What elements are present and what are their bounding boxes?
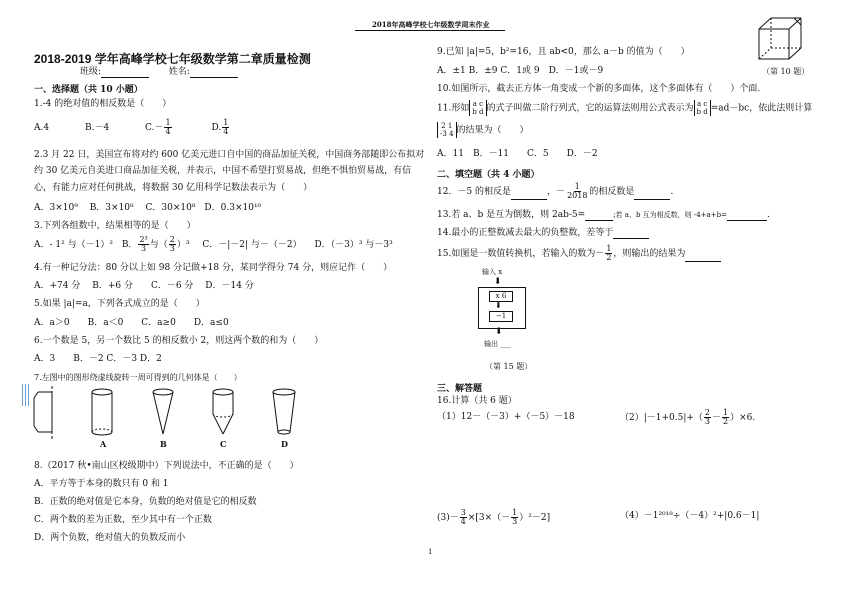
option-label-d: D [281, 439, 288, 449]
arrow-down-icon: ⬇ [494, 277, 502, 287]
question-11-line-1: 11.形如 a c b d 的式子叫做二阶行列式，它的运算法则用公式表示为 a c b d =ad－bc，依此法则计算 [437, 100, 813, 116]
question-4-options: A．+74 分 B．+6 分 C．－6 分 D．－14 分 [34, 281, 254, 291]
fraction: $\frac{3}{4}$ [460, 508, 466, 526]
margin-bar [25, 384, 26, 406]
answer-blank[interactable] [585, 211, 613, 221]
page-number: 1 [428, 548, 433, 556]
question-6-options: A．3 B．－2 C．－3 D．2 [34, 354, 162, 364]
machine-op-subtract: −1 [489, 311, 513, 322]
arrow-down-icon: ⬇ [495, 301, 502, 310]
answer-blank[interactable] [727, 211, 767, 221]
question-2-line-3: 心，有能力应对任何挑战，将数据 30 亿用科学记数法表示为（ ） [34, 183, 313, 193]
question-6-stem: 6.一个数是 5，另一个数比 5 的相反数小 2，则这两个数的和为（ ） [34, 336, 324, 346]
class-label: 班级: [80, 67, 102, 77]
figure-10-caption: （第 10 题） [762, 67, 810, 76]
question-1-options: A.4 B.－4 C.－ $\frac{1}{4}$ D. $\frac{1}{4}$ [34, 118, 229, 136]
question-16-title: 16.计算（共 6 题） [437, 396, 517, 406]
answer-blank[interactable] [685, 252, 721, 262]
question-16-part-3: (3)－ $\frac{3}{4}$ ×[3×（－ $\frac{1}{3}$ ）²－2] [437, 508, 551, 526]
question-8-stem: 8.（2017 秋•南山区校级期中）下列说法中，不正确的是（ ） [34, 461, 299, 471]
section-answer-heading: 三、解答题 [437, 384, 483, 394]
page-header: 2018年高峰学校七年级数学周末作业 [372, 20, 490, 29]
option-label-b: B [160, 439, 167, 449]
question-4-stem: 4.有一种记分法：80 分以上如 98 分记做+18 分，某同学得分 74 分，则应记作（ ） [34, 263, 393, 273]
question-16-part-2: （2）|－1+0.5|+（ $\frac{2}{3}$ － $\frac{1}{2}$ ）×6. [620, 408, 756, 426]
option-d-frustum [273, 389, 295, 434]
option-label-c: C [220, 439, 227, 449]
margin-bar [22, 384, 23, 406]
name-label: 姓名: [168, 67, 190, 77]
determinant: a c b d [469, 100, 486, 116]
option-b-cone [153, 389, 173, 434]
fraction: $\frac{2}{3}$ [169, 235, 175, 253]
question-16-part-1: （1）12－（－3）+（－5）－18 [437, 412, 575, 422]
source-shape [34, 386, 52, 439]
question-14: 14.最小的正整数减去最大的负整数，差等于 [437, 228, 649, 239]
question-9-stem: 9.已知 |a|=5，b²=16，且 ab<0，那么 a－b 的值为（ ） [437, 47, 690, 57]
question-13: 13.若 a、b 是互为倒数，则 2ab-5= ;若 a、b 互为相反数，则 -4+a+b= . [437, 210, 770, 220]
question-9-options: A．±1 B．±9 C．1或 9 D．－1或－9 [437, 66, 604, 76]
fraction: $\frac{1}{3}$ [512, 508, 518, 526]
determinant: a c b d [694, 100, 711, 116]
margin-bar [28, 384, 29, 406]
cube-figure [756, 14, 806, 64]
question-8-option-a: A．平方等于本身的数只有 0 和 1 [34, 479, 169, 489]
fraction: $\frac{1}{4}$ [165, 118, 171, 136]
question-16-part-4: （4）－1²⁰¹⁸÷（－4）²+|0.6－1| [620, 511, 760, 521]
fraction: $\frac{\text{2³}}{3}$ [139, 235, 148, 253]
fraction: $\frac{1}{2}$ [723, 408, 729, 426]
class-field [80, 67, 238, 78]
question-5-stem: 5.如果 |a|=a，下列各式成立的是（ ） [34, 299, 205, 309]
option-a-cylinder [92, 389, 112, 435]
fraction: $\frac{1}{2018}$ [567, 182, 588, 200]
figure-15-caption: （第 15 题） [485, 362, 533, 371]
question-8-option-b: B．正数的绝对值是它本身，负数的绝对值是它的相反数 [34, 497, 257, 507]
fraction: $\frac{1}{4}$ [223, 118, 229, 136]
question-8-option-d: D．两个负数，绝对值大的负数反而小 [34, 533, 186, 543]
fraction: $\frac{2}{3}$ [704, 408, 711, 426]
answer-blank[interactable] [511, 190, 547, 200]
question-2-line-2: 约 30 亿美元自美进口商品加征关税，并表示，中国不希望打贸易战，但绝不惧怕贸易战，有信 [34, 166, 412, 176]
class-blank[interactable] [101, 68, 149, 78]
number-machine [470, 267, 550, 357]
arrow-down-icon: ⬇ [495, 327, 503, 337]
answer-blank[interactable] [613, 229, 649, 239]
question-1-stem: 1.-4 的绝对值的相反数是（ ） [34, 99, 172, 109]
determinant: 2 1 -3 4 [437, 122, 457, 138]
question-7-stem: 7.左图中的图形绕虚线旋转一周可得到的几何体是（ ） [34, 373, 242, 382]
question-11-line-2: 2 1 -3 4 的结果为（ ） [437, 122, 529, 144]
question-2-line-1: 2.3 月 22 日，美国宣布将对约 600 亿美元进口自中国的商品加征关税，中国商务部随即公布拟对 [34, 150, 425, 160]
page-title: 2018-2019 学年高峰学校七年级数学第二章质量检测 [34, 52, 311, 66]
question-11-options: A．11 B．－11 C．5 D．－2 [437, 149, 598, 159]
question-12: 12．－5 的相反是 ，－ $\frac{1}{2018}$ 的相反数是 . [437, 182, 674, 200]
section-fill-heading: 二、填空题（共 4 小题） [437, 170, 540, 180]
name-blank[interactable] [190, 68, 238, 78]
machine-op-multiply: x 6 [489, 291, 513, 302]
option-label-a: A [100, 439, 107, 449]
question-2-options: A．3×10⁹ B．3×10⁸ C．30×10⁸ D．0.3×10¹⁰ [34, 203, 262, 213]
question-3-stem: 3.下列各组数中，结果相等的是（ ） [34, 221, 196, 231]
machine-output-label: 输出 ___ [484, 340, 511, 348]
option-c-composite [213, 389, 233, 434]
machine-input-label: 输入 x [482, 268, 503, 276]
question-8-option-c: C．两个数的差为正数，至少其中有一个正数 [34, 515, 212, 525]
header-rule [355, 30, 505, 31]
fraction: $\frac{1}{2}$ [606, 244, 612, 262]
question-5-options: A．a＞0 B．a＜0 C．a≥0 D．a≤0 [34, 318, 229, 328]
question-3-options: A．- 1² 与（－1）² B． $\frac{\text{2³}}{3}$ 与（ $\frac{2}{3}$ ）³ C．－|－2| 与－（－2） D．（－3）³ 与－3³ [34, 235, 393, 253]
section-choice-heading: 一、选择题（共 10 小题） [34, 85, 143, 95]
answer-blank[interactable] [634, 190, 670, 200]
question-10-stem: 10.如图所示，截去正方体一角变成一个新的多面体，这个多面体有（ ）个面. [437, 84, 761, 94]
question-15: 15.如图是一数值转换机，若输入的数为－ $\frac{1}{2}$ ，则输出的结果为 [437, 245, 721, 267]
